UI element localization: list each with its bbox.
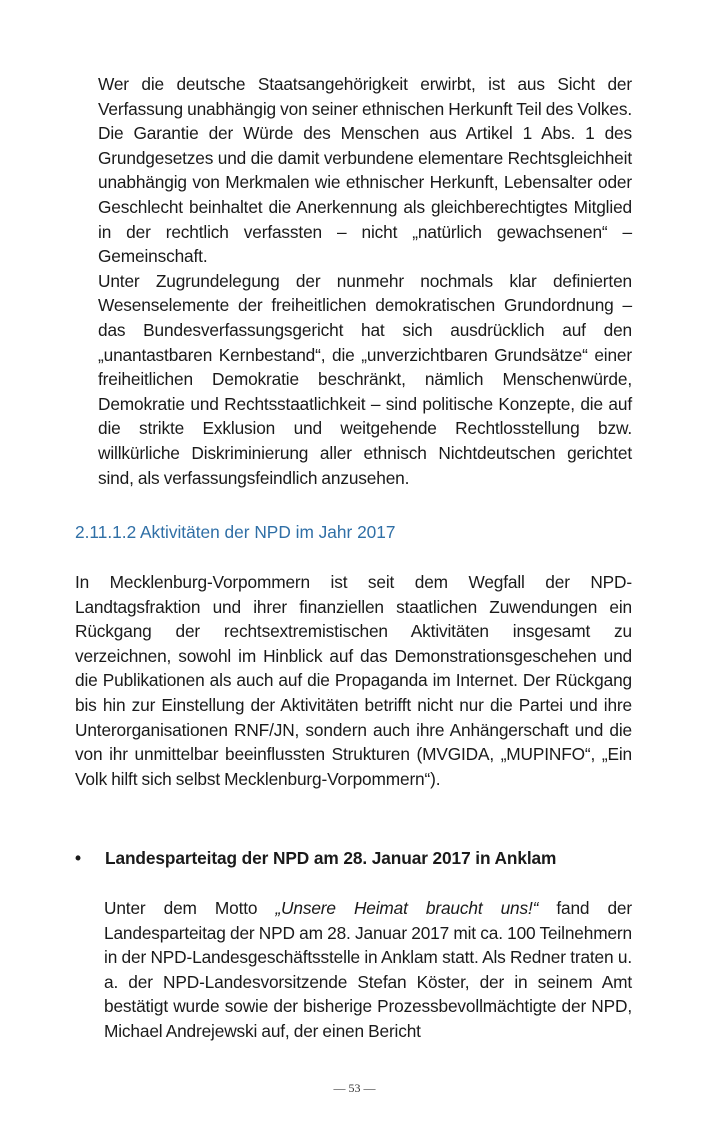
event-paragraph-text [104, 896, 632, 1044]
intro-paragraph [75, 570, 632, 791]
quote-paragraph-1: Wer die deutsche Staatsangehörigkeit erwirbt, ist aus Sicht der Verfassung unabhängig von seiner ethnischen Herkunft Teil des Volkes. Die Garantie der Würde des Menschen aus Artikel 1 Abs. 1 des Grundgesetzes und die damit verbundene elementare Rechtsgleichheit unabhängig von Merkmalen wie ethnischer Herkunft, Lebensalter oder Geschlecht beinhaltet die Anerkennung als gleichberechtigtes Mitglied in der rechtlich verfassten – nicht „natürlich gewachsenen“ – Gemeinschaft. [98, 74, 632, 267]
bullet-title: Landesparteitag der NPD am 28. Januar 2017 in Anklam [105, 848, 557, 868]
event-rest: fand der Landesparteitag der NPD am 28. Januar 2017 mit ca. 100 Teilnehmern in der NPD-Landesgeschäftsstelle in Anklam statt. Als Redner traten u. a. der NPD-Landesvorsitzende Stefan Köster, der in seinem Amt bestätigt wurde sowie der bisherige Prozessbevollmächtigte der NPD, Michael Andrejewski auf, der einen Bericht [104, 898, 632, 1041]
section-heading: 2.11.1.2 Aktivitäten der NPD im Jahr 2017 [75, 522, 396, 542]
page-number: — 53 — [333, 1081, 376, 1095]
event-motto: „Unsere Heimat braucht uns!“ [275, 898, 539, 918]
event-lead: Unter dem Motto [104, 898, 276, 918]
quote-block [98, 72, 632, 490]
quote-paragraph-2: Unter Zugrundelegung der nunmehr nochmals klar definierten Wesenselemente der freiheitlichen demokratischen Grundordnung – das Bundesverfassungsgericht hat sich ausdrücklich auf den „unantastbaren Kernbestand“, die „unverzichtbaren Grundsätze“ einer freiheitlichen Demokratie beschränkt, nämlich Menschenwürde, Demokratie und Rechtsstaatlichkeit – sind politische Konzepte, die auf die strikte Exklusion und weitgehende Rechtlosstellung bzw. willkürliche Diskriminierung aller ethnisch Nichtdeutschen gerichtet sind, als verfassungsfeindlich anzusehen. [98, 270, 632, 488]
event-paragraph [104, 896, 632, 1044]
intro-paragraph-text: In Mecklenburg-Vorpommern ist seit dem Wegfall der NPD-Landtagsfraktion und ihrer finanziellen staatlichen Zuwendungen ein Rückgang der rechtsextremistischen Aktivitäten insgesamt zu verzeichnen, sowohl im Hinblick auf das Demonstrationsgeschehen und die Publikationen als auch auf die Propaganda im Internet. Der Rückgang bis hin zur Einstellung der Aktivitäten betrifft nicht nur die Partei und ihre Unterorganisationen RNF/JN, sondern auch ihre Anhängerschaft und die von ihr unmittelbar beeinflussten Strukturen (MVGIDA, „MUPINFO“, „Ein Volk hilft sich selbst Mecklenburg-Vorpommern“). [75, 572, 632, 789]
bullet-symbol: • [75, 848, 82, 868]
